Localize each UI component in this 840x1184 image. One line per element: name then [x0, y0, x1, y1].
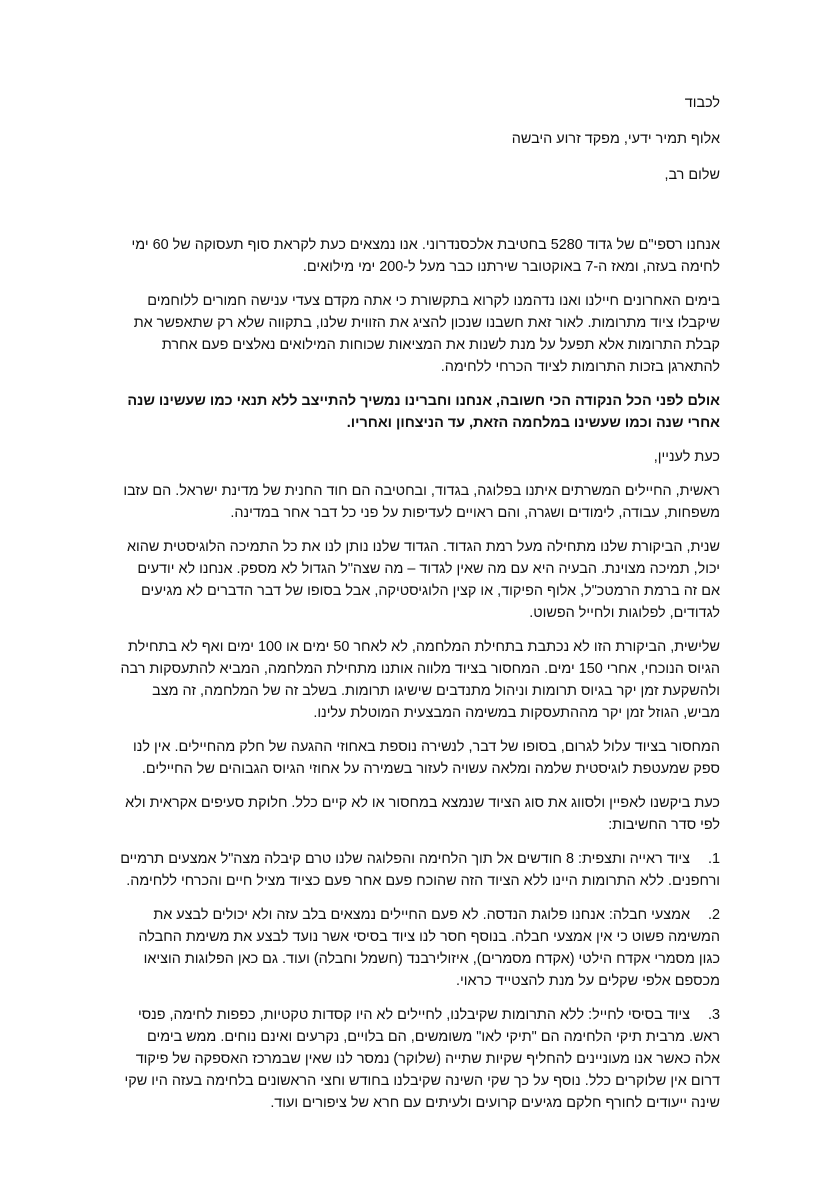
item-text: ציוד ראייה ותצפית: 8 חודשים אל תוך הלחימה והפלוגה שלנו טרם קיבלה מצה"ל אמצעים תרמיים ורחפנים. ללא התרומות היינו ללא הציוד הזה שהוכח פעם אחר פעם כציוד מציל חיים והכרחי ללחימה. — [120, 851, 720, 889]
recipient-line: אלוף תמיר ידעי, מפקד זרוע היבשה — [511, 131, 720, 147]
item-number: 1. — [707, 851, 720, 867]
paragraph-intro: אנחנו רספי"ם של גדוד 5280 בחטיבת אלכסנדרוני. אנו נמצאים כעת לקראת סוף תעסוקה של 60 ימי לחימה בעזה, ומאז ה-7 באוקטובר שירתנו כבר מעל ל-200 ימי מילואים. — [131, 237, 720, 275]
numbered-item — [120, 1004, 720, 1114]
paragraph-key-point: אולם לפני הכל הנקודה הכי חשובה, אנחנו וחברינו נמשיך להתייצב ללא תנאי כמו שעשינו שנה אחרי שנה וכמו שעשינו במלחמה הזאת, עד הניצחון ואחריו. — [127, 393, 720, 431]
paragraph-third: שלישית, הביקורת הזו לא נכתבת בתחילת המלחמה, לא לאחר 50 ימים או 100 ימים ואף לא בתחילת הגיוס הנוכחי, אחרי 150 ימים. המחסור בציוד מלווה אותנו מתחילת המלחמה, המביא להתעסקות רבה ולהשקעת זמן יקר בגיוס תרומות וניהול מתנדבים שישיגו תרומות. בשלב זה של המלחמה, זה מצב מביש, הגוזל זמן יקר מההתעסקות במשימה המבצעית המוטלת עלינו. — [120, 639, 720, 721]
numbered-item — [120, 848, 720, 892]
paragraph-first: ראשית, החיילים המשרתים איתנו בפלוגה, בגדוד, ובחטיבה הם חוד החנית של מדינת ישראל. הם עזבו משפחות, עבודה, לימודים ושגרה, והם ראויים לעדיפות על פני כל דבר אחר במדינה. — [123, 483, 720, 521]
item-number: 3. — [707, 1007, 720, 1023]
paragraph-transition: כעת לעניין, — [653, 449, 720, 465]
item-number: 2. — [707, 907, 720, 923]
paragraph-list-intro: כעת ביקשנו לאפיין ולסווג את סוג הציוד שנמצא במחסור או לא קיים כלל. חלוקת סעיפים אקראית ולא לפי סדר החשיבות: — [125, 795, 720, 833]
letter-body — [120, 92, 720, 1126]
item-text: אמצעי חבלה: אנחנו פלוגת הנדסה. לא פעם החיילים נמצאים בלב עזה ולא יכולים לבצע את המשימה פשוט כי אין אמצעי חבלה. בנוסף חסר לנו ציוד בסיסי אשר נועד לבצע את משימת החבלה כגון מסמרי אקדח הילטי (אקדח מסמרים), איזולירבנד (חשמל וחבלה) ועוד. גם כאן הפלוגות הוציאו מכספם אלפי שקלים על מנת להצטייד כראוי. — [138, 907, 720, 989]
salutation-to: לכבוד — [684, 95, 720, 111]
paragraph-shortage: המחסור בציוד עלול לגרום, בסופו של דבר, לנשירה נוספת באחוזי ההגעה של חלק מהחיילים. אין לנו ספק שמעטפת לוגיסטית שלמה ומלאה עשויה לעזור בשמירה על אחוזי הגיוס הגבוהים של החיילים. — [133, 739, 720, 777]
paragraph-background: בימים האחרונים חיילנו ואנו נדהמנו לקרוא בתקשורת כי אתה מקדם צעדי ענישה חמורים ללוחמים שיקבלו ציוד מתרומות. לאור זאת חשבנו שנכון להציג את הזווית שלנו, בתקווה שלא רק שתאפשר את קבלת התרומות אלא תפעל על מנת לשנות את המציאות שכוחות המילואים נאלצים פעם אחרת להתארגן בזכות התרומות לציוד הכרחי ללחימה. — [133, 293, 720, 375]
paragraph-second: שנית, הביקורת שלנו מתחילה מעל רמת הגדוד. הגדוד שלנו נותן לנו את כל התמיכה הלוגיסטית שהוא יכול, תמיכה מצוינת. הבעיה היא עם מה שאין לגדוד – מה שצה"ל הגדול לא מספק. אנחנו לא יודעים אם זה ברמת הרמטכ"ל, אלוף הפיקוד, או קצין הלוגיסטיקה, אבל בסופו של דבר הדברים לא מגיעים לגדודים, לפלוגות ולחייל הפשוט. — [127, 539, 720, 621]
greeting: שלום רב, — [664, 167, 720, 183]
numbered-item — [120, 904, 720, 992]
item-text: ציוד בסיסי לחייל: ללא התרומות שקיבלנו, לחיילים לא היו קסדות טקטיות, כפפות לחימה, פנסי ראש. מרבית תיקי הלחימה הם "תיקי לאו" משומשים, הם בלויים, נקרעים ואינם נוחים. ממש בימים אלה כאשר אנו מעוניינים להחליף שקיות שתייה (שלוקר) נמסר לנו שאין שבמרכז האספקה של פיקוד דרום אין שלוקרים כלל. נוסף על כך שקי השינה שקיבלנו בחודש וחצי הראשונים בלחימה בעזה היו שקי שינה ייעודים לחורף חלקם מגיעים קרועים ולעיתים עם חרא של ציפורים ועוד. — [124, 1007, 720, 1111]
